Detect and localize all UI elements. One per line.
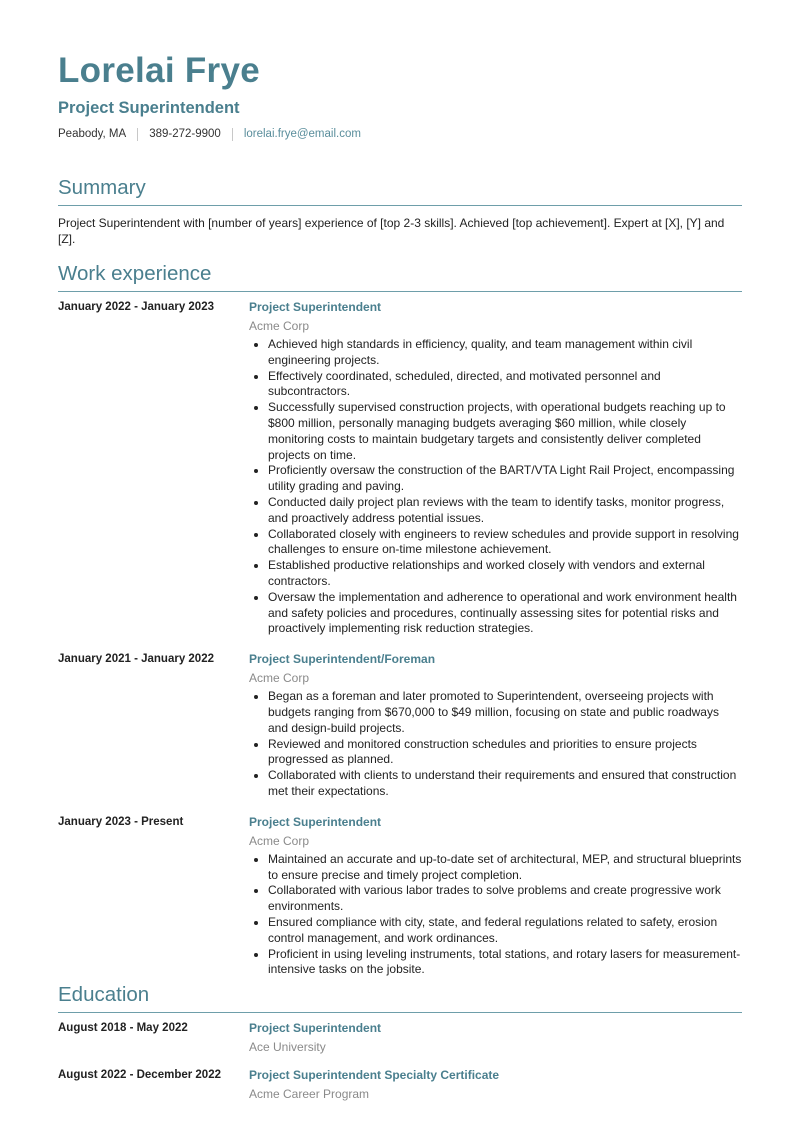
- education-entry: [58, 1021, 742, 1055]
- job-company: Acme Corp: [249, 671, 310, 686]
- job-dates: January 2022 - January 2023: [58, 301, 214, 313]
- job-bullet: • Collaborated closely with engineers to review schedules and provide support in resolving challenges to ensure on-time milestone achievement.: [268, 527, 742, 559]
- contact-email-link[interactable]: lorelai.frye@email.com: [243, 128, 361, 140]
- job-bullet: • Oversaw the implementation and adherence to operational and work environment health and safety policies and procedures, continually assessing sites for potential risks and proactively implementing risk reduction strategies.: [268, 590, 742, 637]
- candidate-name: Lorelai Frye: [58, 51, 261, 90]
- education-heading: Education: [58, 983, 742, 1013]
- education-title: Project Superintendent Specialty Certificate: [249, 1068, 500, 1082]
- job-title: Project Superintendent: [249, 300, 382, 314]
- job-company: Acme Corp: [249, 833, 310, 848]
- summary-text: Project Superintendent with [number of years] experience of [top 2-3 skills]. Achieved [top achievement]. Expert at [X], [Y] and [Z].: [58, 216, 725, 246]
- contact-phone: 389-272-9900: [149, 128, 221, 140]
- job-company: Acme Corp: [249, 319, 310, 333]
- education-entry: [58, 1068, 742, 1102]
- education-dates: August 2022 - December 2022: [58, 1069, 221, 1081]
- summary-section: [58, 176, 742, 247]
- job-bullet: • Conducted daily project plan reviews with the team to identify tasks, monitor progress, and proactively address potential issues.: [268, 495, 742, 527]
- job-entry: [58, 300, 742, 637]
- job-bullet: • Ensured compliance with city, state, and federal regulations related to safety, erosion control management, and work ordinances.: [268, 915, 742, 947]
- job-bullets: [249, 852, 742, 978]
- education-title: Project Superintendent: [249, 1021, 382, 1035]
- job-entry: [58, 815, 742, 978]
- job-bullet: • Collaborated with clients to understand their requirements and ensured that construction met their expectations.: [268, 768, 742, 800]
- job-bullet: • Maintained an accurate and up-to-date set of architectural, MEP, and structural blueprints to ensure precise and timely project completion.: [268, 852, 742, 884]
- candidate-role: Project Superintendent: [58, 99, 240, 117]
- resume-header: [58, 50, 742, 141]
- job-bullet: • Reviewed and monitored construction schedules and priorities to ensure projects progressed as planned.: [268, 737, 742, 769]
- job-bullets: [249, 337, 742, 637]
- job-dates: January 2021 - January 2022: [58, 653, 214, 666]
- job-bullet: • Proficient in using leveling instruments, total stations, and rotary lasers for measurement-intensive tasks on the jobsite.: [268, 947, 742, 979]
- education-school: Ace University: [249, 1040, 326, 1054]
- job-dates: January 2023 - Present: [58, 815, 184, 828]
- work-experience-section: [58, 262, 742, 978]
- job-bullet: • Proficiently oversaw the construction of the BART/VTA Light Rail Project, encompassing utility grading and paving.: [268, 463, 742, 495]
- job-bullet: • Achieved high standards in efficiency, quality, and team management within civil engineering projects.: [268, 337, 742, 369]
- job-bullets: [249, 689, 742, 800]
- education-school: Acme Career Program: [249, 1087, 370, 1101]
- job-bullet: • Established productive relationships and worked closely with vendors and external contractors.: [268, 558, 742, 590]
- job-bullet: • Collaborated with various labor trades to solve problems and create progressive work environments.: [268, 883, 742, 915]
- work-experience-heading: Work experience: [58, 262, 742, 292]
- summary-heading: Summary: [58, 176, 742, 206]
- job-title: Project Superintendent: [249, 814, 382, 829]
- education-section: [58, 983, 742, 1102]
- job-bullet: • Successfully supervised construction projects, with operational budgets reaching up to $800 million, personally managing budgets averaging $60 million, while closely monitoring costs to maintain budgetary targets and consistently deliver completed projects on time.: [268, 400, 742, 463]
- job-entry: [58, 652, 742, 800]
- job-title: Project Superintendent/Foreman: [249, 652, 436, 667]
- contact-line: [58, 127, 742, 141]
- contact-divider: [232, 128, 233, 141]
- job-bullet: • Began as a foreman and later promoted to Superintendent, overseeing projects with budgets ranging from $670,000 to $49 million, focusing on state and public roadways and design-build projects.: [268, 689, 742, 736]
- contact-location: Peabody, MA: [58, 128, 127, 140]
- education-dates: August 2018 - May 2022: [58, 1022, 188, 1034]
- contact-divider: [137, 128, 138, 141]
- job-bullet: • Effectively coordinated, scheduled, directed, and motivated personnel and subcontractors.: [268, 369, 742, 401]
